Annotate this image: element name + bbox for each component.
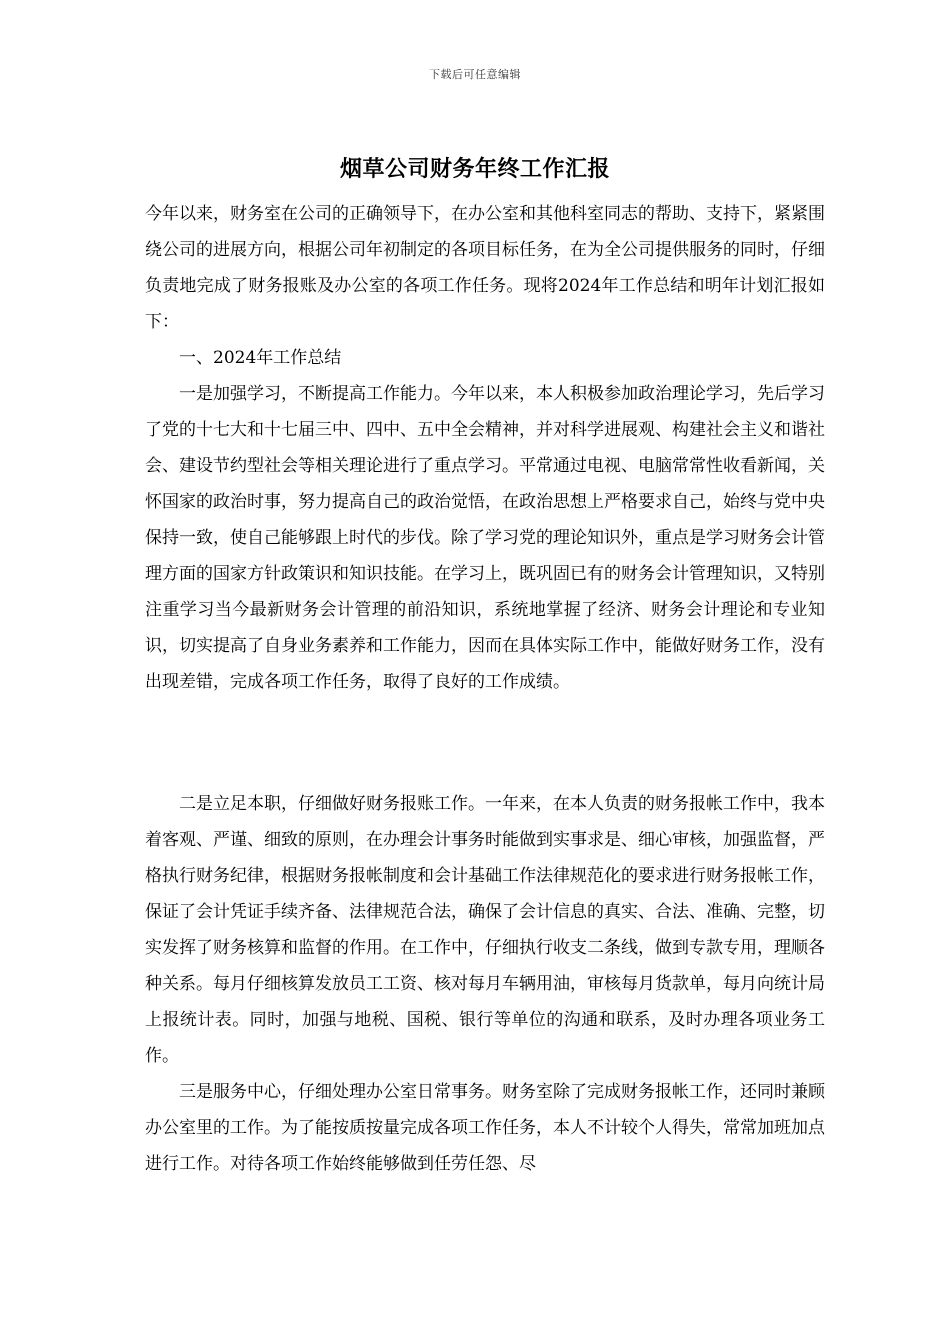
section-1-block bbox=[145, 340, 825, 700]
paragraph-item-1: 一是加强学习，不断提高工作能力。今年以来，本人积极参加政治理论学习，先后学习了党的十七大和十七届三中、四中、五中全会精神，并对科学进展观、构建社会主义和谐社会、建设节约型社会等相关理论进行了重点学习。平常通过电视、电脑常常性收看新闻，关怀国家的政治时事，努力提高自己的政治觉悟，在政治思想上严格要求自己，始终与党中央保持一致，使自己能够跟上时代的步伐。除了学习党的理论知识外，重点是学习财务会计管理方面的国家方针政策识和知识技能。在学习上，既巩固已有的财务会计管理知识，又特别注重学习当今最新财务会计管理的前沿知识，系统地掌握了经济、财务会计理论和专业知识，切实提高了自身业务素养和工作能力，因而在具体实际工作中，能做好财务工作，没有出现差错，完成各项工作任务，取得了良好的工作成绩。 bbox=[145, 384, 825, 692]
intro-block bbox=[145, 196, 825, 340]
intro-paragraph: 今年以来，财务室在公司的正确领导下，在办公室和其他科室同志的帮助、支持下，紧紧围绕公司的进展方向，根据公司年初制定的各项目标任务，在为全公司提供服务的同时，仔细负责地完成了财务报账及办公室的各项工作任务。现将2024年工作总结和明年计划汇报如下： bbox=[145, 204, 825, 332]
header-note: 下载后可任意编辑 bbox=[429, 68, 521, 81]
paragraph-item-2: 二是立足本职，仔细做好财务报账工作。一年来，在本人负责的财务报帐工作中，我本着客观、严谨、细致的原则，在办理会计事务时能做到实事求是、细心审核，加强监督，严格执行财务纪律，根据财务报帐制度和会计基础工作法律规范化的要求进行财务报帐工作，保证了会计凭证手续齐备、法律规范合法，确保了会计信息的真实、合法、准确、完整，切实发挥了财务核算和监督的作用。在工作中，仔细执行收支二条线，做到专款专用，理顺各种关系。每月仔细核算发放员工工资、核对每月车辆用油，审核每月货款单，每月向统计局上报统计表。同时，加强与地税、国税、银行等单位的沟通和联系，及时办理各项业务工作。 bbox=[145, 794, 825, 1066]
document-title: 烟草公司财务年终工作汇报 bbox=[339, 157, 610, 182]
section-1-continued bbox=[145, 786, 825, 1182]
section-heading: 一、2024年工作总结 bbox=[179, 348, 342, 368]
paragraph-item-3: 三是服务中心，仔细处理办公室日常事务。财务室除了完成财务报帐工作，还同时兼顾办公室里的工作。为了能按质按量完成各项工作任务，本人不计较个人得失，常常加班加点进行工作。对待各项工作始终能够做到任劳任怨、尽 bbox=[145, 1082, 825, 1174]
